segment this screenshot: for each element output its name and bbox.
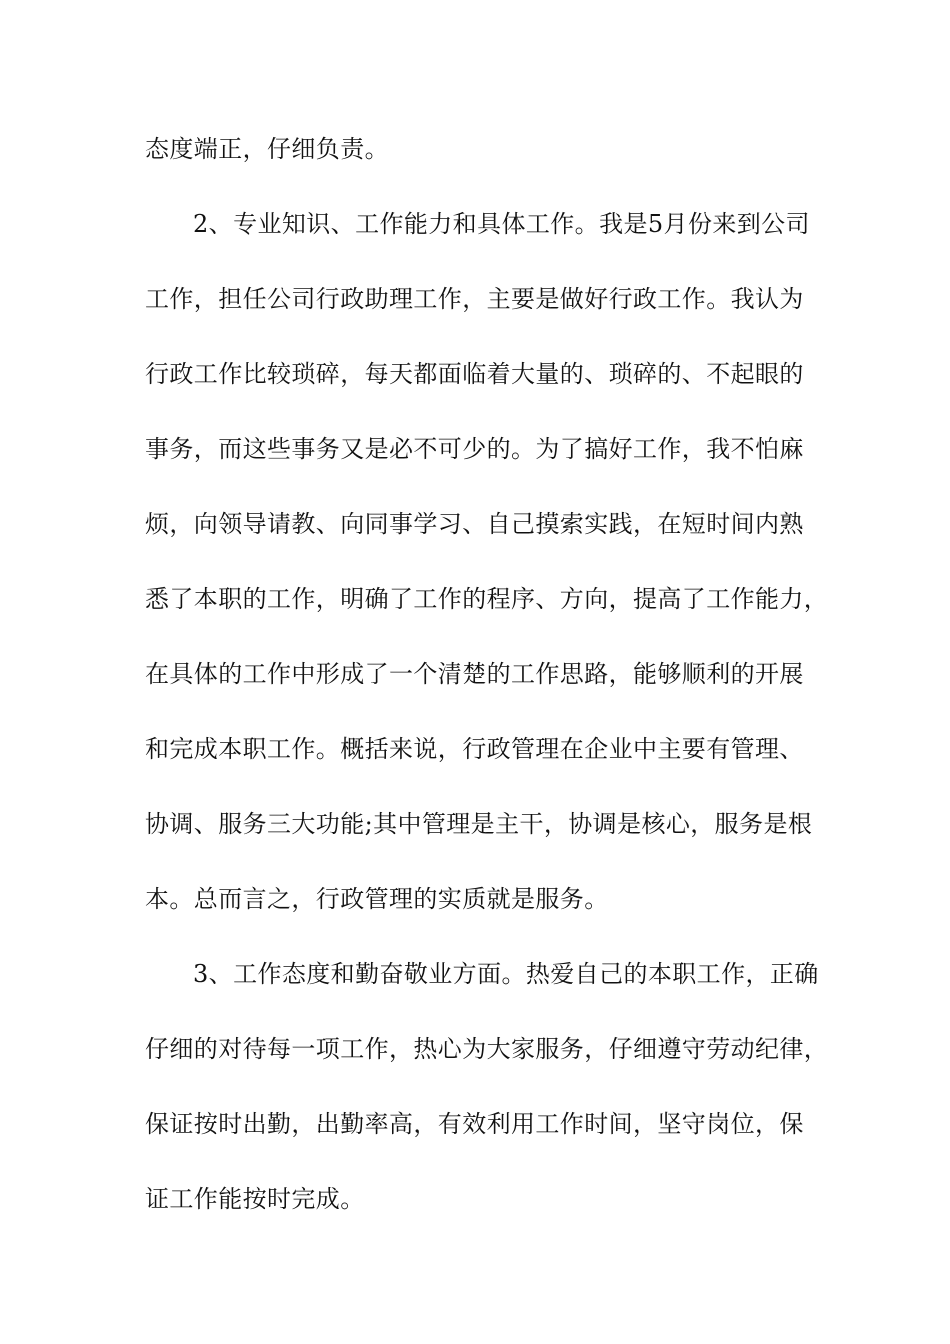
text-line: 证工作能按时完成。 [145,1185,365,1213]
paragraph-start-line: 3、工作态度和勤奋敬业方面。热爱自己的本职工作，正确 [193,960,819,988]
text-line: 事务，而这些事务又是必不可少的。为了搞好工作，我不怕麻 [145,435,804,463]
text-line: 行政工作比较琐碎，每天都面临着大量的、琐碎的、不起眼的 [145,360,804,388]
paragraph-start-line: 2、专业知识、工作能力和具体工作。我是5月份来到公司 [193,210,810,238]
text-line: 保证按时出勤，出勤率高，有效利用工作时间，坚守岗位，保 [145,1110,804,1138]
text-line: 烦，向领导请教、向同事学习、自己摸索实践，在短时间内熟 [145,510,804,538]
document-body [145,126,835,1251]
text-line: 态度端正，仔细负责。 [145,135,389,163]
text-line: 协调、服务三大功能;其中管理是主干，协调是核心，服务是根 [145,810,813,838]
text-line: 和完成本职工作。概括来说，行政管理在企业中主要有管理、 [145,735,804,763]
text-line: 悉了本职的工作，明确了工作的程序、方向，提高了工作能力， [145,585,829,613]
text-line: 工作，担任公司行政助理工作，主要是做好行政工作。我认为 [145,285,804,313]
text-line: 本。总而言之，行政管理的实质就是服务。 [145,885,609,913]
text-line: 在具体的工作中形成了一个清楚的工作思路，能够顺利的开展 [145,660,804,688]
text-line: 仔细的对待每一项工作，热心为大家服务，仔细遵守劳动纪律， [145,1035,829,1063]
